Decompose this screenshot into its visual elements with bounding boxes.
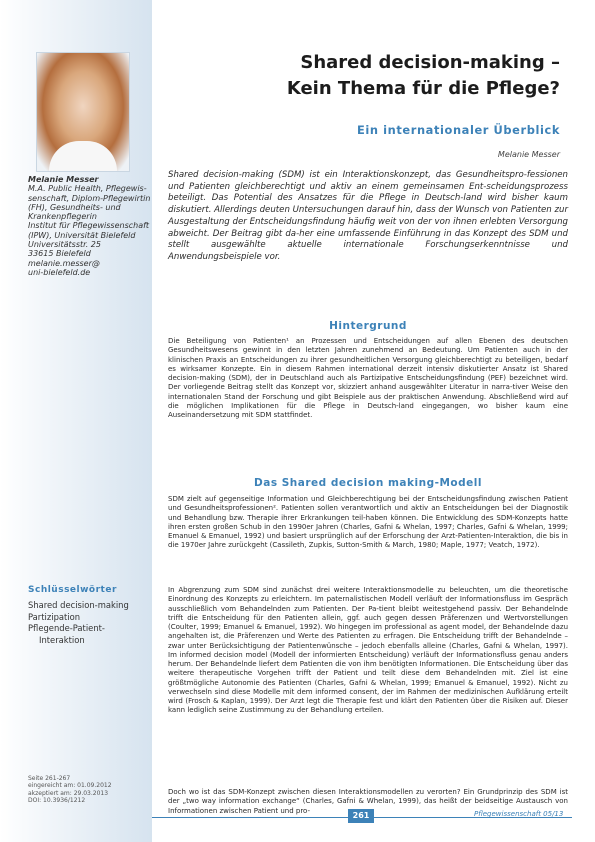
paragraph-modell-3: Doch wo ist das SDM-Konzept zwischen diesen Interaktionsmodellen zu verorten? Ein Grundprinzip des SDM ist der „two way information exchange“ (Charles, Gafni & Whelan, 1999), das heißt der beidseitige Austausch von Informationen zwischen Patient und pro- [168,788,568,815]
author-email[interactable]: melanie.messer@ [28,258,100,268]
meta-pages: Seite 261-267 [28,775,71,782]
page-number: 261 [348,809,374,823]
article-byline: Melanie Messer [497,150,560,159]
author-line: (FH), Gesundheits- und [28,202,121,212]
author-line: (IPW), Universität Bielefeld [28,230,136,240]
keyword-item: Interaktion [39,634,85,645]
title-line: Kein Thema für die Pflege? [286,78,560,99]
keyword-item: Pflegende-Patient- [28,623,105,633]
author-photo [36,52,130,172]
author-name: Melanie Messer [28,175,99,184]
keyword-item: Partizipation [28,611,81,622]
meta-accepted: akzeptiert am: 29.03.2013 [28,789,109,797]
meta-doi: DOI: 10.3936/1212 [28,797,86,805]
section-heading-modell: Das Shared decision making-Modell [254,477,482,489]
author-photo-shirt [49,141,117,171]
keyword-item: Shared decision-making [28,600,129,610]
author-info [28,175,151,277]
article-subtitle: Ein internationaler Überblick [357,123,560,137]
paragraph-modell-1: SDM zielt auf gegenseitige Information und Gleichberechtigung bei der Entscheidungsfindung zwischen Patient und Gesundheitsprofessionen². Patienten sollen verantwortlich und aktiv an Entscheidungen bei der Diagnostik und Behandlung bzw. Therapie ihrer Erkrankungen teil-haben können. Die Entwicklung des SDM-Konzepts hatte ihren ersten großen Schub in den 1990er Jahren (Charles, Gafni & Whelan, 1997; Charles, Gafni & Whelan, 1999; Emanuel & Emanuel, 1992) und basiert ursprünglich auf der Erforschung der Arzt-Patienten-Interaktion, die bis in die 1970er Jahre zurückgeht (Cassileth, Zupkis, Sutton-Smith & March, 1980; Maple, 1977; Veatch, 1972). [168,495,568,550]
author-email[interactable]: uni-bielefeld.de [28,267,91,277]
journal-name: Pflegewissenschaft 05/13 [474,810,564,818]
abstract: Shared decision-making (SDM) ist ein Interaktionskonzept, das Gesundheitspro-fessionen und Patienten gleichberechtigt und aktiv an einem gemeinsamen Ent-scheidungsprozess beteiligt. Das Potential des Ansatzes für die Pflege in Deutsch-land wird bisher kaum diskutiert. Allerdings deuten Untersuchungen darauf hin, dass der Wunsch von Patienten zur Ausgestaltung der Entscheidungsfindung häufig weit von der von ihnen erlebten Versorgung abweicht. Der Beitrag gibt da-her eine umfassende Einführung in das Konzept des SDM und stellt ausgewählte aktuelle internationale Forschungserkenntnisse und Anwendungsbeispiele vor. [168,170,568,262]
author-line: Institut für Pflegewissenschaft [28,221,150,231]
author-line: Krankenpflegerin [28,212,97,222]
section-heading-hintergrund: Hintergrund [329,320,407,332]
author-line: M.A. Public Health, Pflegewis- [28,184,147,194]
paragraph-modell-2: In Abgrenzung zum SDM sind zunächst drei weitere Interaktionsmodelle zu beleuchten, um die theoretische Einordnung des Konzepts zu erleichtern. Im paternalistischen Modell verläuft der Informationsfluss im Gespräch ausschließlich vom Behandelnden zum Patienten. Der Pa-tient bleibt weitestgehend passiv. Der Behandelnde trifft die Entscheidung für den Patienten allein, ggf. auch gegen dessen Präferenzen und Wertvorstellungen (Coulter, 1999; Emanuel & Emanuel, 1992). Wo hingegen im professional as agent model, der Behandelnde dazu angehalten ist, die Präferenzen und Werte des Patienten zu erfragen. Die Entscheidung trifft der Behandelnde – zwar unter Berücksichtigung der Patientenwünsche – jedoch ebenfalls alleine (Charles, Gafni & Whelan, 1997). Im informed decision model (Modell der informierten Entscheidung) verläuft der Informationsfluss genau anders herum. Der Behandelnde liefert dem Patienten die von ihm benötigten Informationen. Die Entscheidung über das weitere therapeutische Vorgehen trifft der Patient und teilt diese dem Behandelnden mit. Ziel ist eine größtmögliche Autonomie des Patienten (Charles, Gafni & Whelan, 1999; Emanuel & Emanuel, 1992). Nicht zu verwechseln sind diese Modelle mit dem informed consent, der im Rahmen der medizinischen Aufklärung erteilt wird (Frosch & Kaplan, 1999). Der Arzt legt die Therapie fest und klärt den Patienten über die Risiken auf. Dieser kann lediglich seine Zustimmung zu der Behandlung erteilen. [168,586,568,715]
keywords-title: Schlüsselwörter [28,585,117,595]
author-line: Universitätsstr. 25 [28,240,101,250]
title-line: Shared decision-making – [300,52,560,73]
meta-submitted: eingereicht am: 01.09.2012 [28,782,112,790]
article-title [160,50,560,102]
paragraph-hintergrund: Die Beteiligung von Patienten¹ an Prozessen und Entscheidungen auf allen Ebenen des deutschen Gesundheitswesens gewinnt in den letzten Jahren zunehmend an Bedeutung. Um Patienten auch in der klinischen Praxis an Entscheidungen zu ihrer gesundheitlichen Versorgung gleichberechtigt zu beteiligen, bedarf es wirksamer Konzepte. Ein in diesem Rahmen international derzeit intensiv diskutierter Ansatz ist Shared decision-making (SDM), der in Deutschland auch als Partizipative Entscheidungsfindung (PEF) bezeichnet wird. Der vorliegende Beitrag stellt das Konzept vor, skizziert anhand ausgewählter Literatur in narra-tiver Weise den internationalen Stand der Forschung und gibt Beispiele aus der praktischen Anwendung. Abschließend wird auf die möglichen Implikationen für die Pflege in Deutsch-land eingegangen, wo bisher kaum eine Auseinandersetzung mit SDM stattfindet. [168,337,568,419]
author-line: 33615 Bielefeld [28,249,91,259]
keywords-list [28,600,148,646]
author-line: senschaft, Diplom-Pflegewirtin [28,193,151,203]
article-meta [28,775,148,805]
